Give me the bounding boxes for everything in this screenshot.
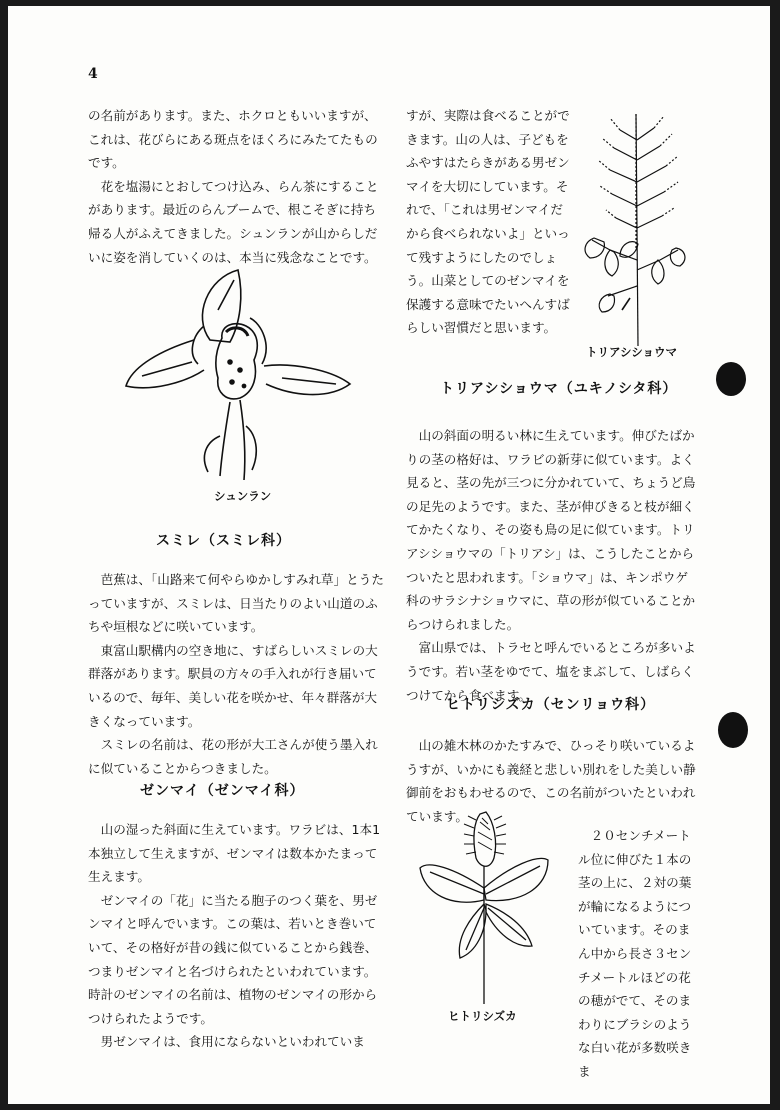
hitorishizuka-illustration [414, 808, 570, 1004]
right-top-text [406, 104, 572, 340]
toriashi-text [406, 424, 698, 707]
paragraph: 芭蕉は、「山路来て何やらゆかしすみれ草」とうたっていますが、スミレは、日当たりのよい山道のふちや垣根などに咲いています。 [88, 572, 384, 635]
hitorishizuka-heading: ヒトリシズカ（センリョウ科） [446, 697, 656, 713]
sumire-text [88, 568, 388, 780]
zenmai-text [88, 818, 388, 1054]
binding-hole-bottom [718, 712, 748, 748]
toriashi-shouma-caption: トリアシショウマ [586, 345, 678, 359]
paragraph: ２０センチメートル位に伸びた１本の茎の上に、２対の葉が輪になるようについています。そのまん中から長さ３センチメートルほどの花の穂がでて、そのまわりにブラシのような白い花が多数咲きま [578, 828, 692, 1079]
paragraph: の名前があります。また、ホクロともいいますが、これは、花びらにある斑点をほくろにみたてたものです。 [88, 108, 378, 171]
toriashi-shouma-illustration [580, 110, 690, 346]
paragraph: 花を塩湯にとおしてつけ込み、らん茶にすることがあります。最近のらんブームで、根こそぎに持ち帰る人がふえてきました。シュンランが山からしだいに姿を消していくのは、本当に残念なことです。 [88, 178, 379, 265]
toriashi-heading: トリアシショウマ（ユキノシタ科） [440, 381, 678, 397]
paragraph: スミレの名前は、花の形が大工さんが使う墨入れに似ていることからつきました。 [88, 737, 378, 776]
page-number: 4 [88, 66, 98, 82]
paragraph: 富山県では、トラセと呼んでいるところが多いようです。若い茎をゆでて、塩をまぶして、しばらくつけてから食べます。 [406, 640, 696, 703]
left-intro-text [88, 104, 388, 269]
binding-hole-top [716, 362, 746, 396]
hitorishizuka-caption: ヒトリシズカ [448, 1009, 517, 1023]
zenmai-heading: ゼンマイ（ゼンマイ科） [140, 783, 305, 799]
paragraph: 山の斜面の明るい林に生えています。伸びたばかりの茎の格好は、ワラビの新芽に似ています。よく見ると、茎の先が三つに分かれていて、ちょうど鳥の足先のようです。また、茎が伸びきると枝が細くてかたくなり、その姿も鳥の足に似ています。トリアシショウマの「トリアシ」は、こうしたことからついたと思われます。「ショウマ」は、キンポウゲ科のサラシナショウマに、草の形が似ていることからつけられました。 [406, 428, 696, 632]
paragraph: 山の雑木林のかたすみで、ひっそり咲いているようすが、いかにも義経と悲しい別れをした美しい静御前をおもわせるので、この名前がついたといわれています。 [406, 738, 696, 824]
shunran-caption: シュンラン [214, 489, 272, 503]
paragraph: 東富山駅構内の空き地に、すばらしいスミレの大群落があります。駅員の方々の手入れが行き届いているので、毎年、美しい花を咲かせ、年々群落が大きくなっています。 [88, 642, 378, 729]
paragraph: 山の湿った斜面に生えています。ワラビは、1本1本独立して生えますが、ゼンマイは数本かたまって生えます。 [88, 822, 381, 885]
hitorishizuka-body [578, 824, 698, 1084]
paragraph: ゼンマイの「花」に当たる胞子のつく葉を、男ゼンマイと呼んでいます。この葉は、若いとき巻いていて、その格好が昔の銭に似ていることから銭巻、つまりゼンマイと名づけられたといわれています。時計のゼンマイの名前は、植物のゼンマイの形からつけられたようです。 [88, 892, 378, 1026]
paragraph: 男ゼンマイは、食用にならないといわれていま [100, 1034, 365, 1050]
paragraph: すが、実際は食べることができます。山の人は、子どもをふやすはたらきがある男ゼンマイを大切にしています。それで、「これは男ゼンマイだから食べられないよ」といって残すようにしたのでしょう。山菜としてのゼンマイを保護する意味でたいへんすばらしい習慣だと思います。 [406, 108, 570, 336]
shunran-illustration [122, 266, 362, 488]
sumire-heading: スミレ（スミレ科） [156, 533, 291, 549]
